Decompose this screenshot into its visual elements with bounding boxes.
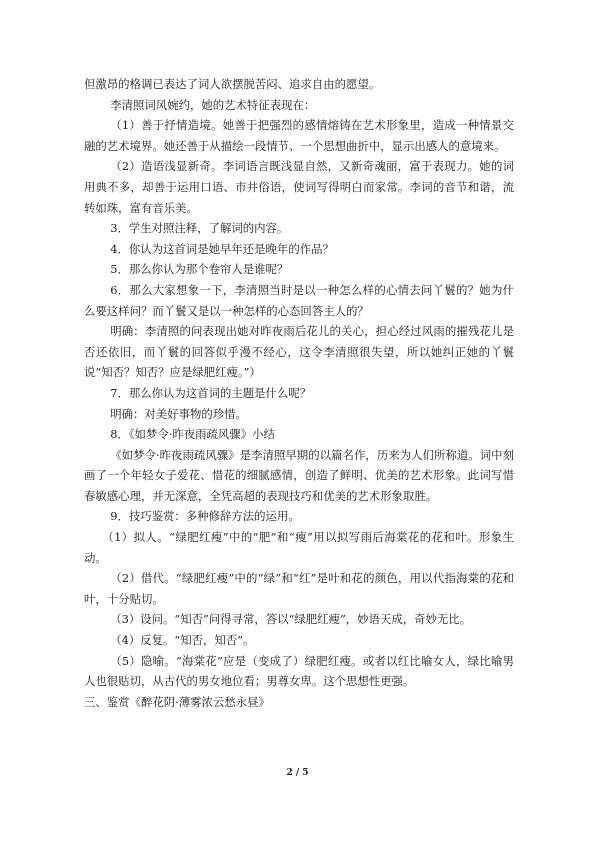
paragraph: 6．那么大家想象一下，李清照当时是以一种怎么样的心情去问丫鬟的？她为什么要这样问？而丫鬟又是以一种怎样的心态回答主人的？: [84, 282, 514, 318]
page-number: 2 / 5: [286, 768, 309, 778]
paragraph: 5．那么你认为那个卷帘人是谁呢？: [110, 262, 289, 277]
document-body: [84, 74, 514, 712]
paragraph: 李清照词风婉约，她的艺术特征表现在：: [110, 97, 316, 112]
paragraph: 3．学生对照注释，了解词的内容。: [110, 221, 289, 236]
paragraph: 8．《如梦令·昨夜雨疏风骤》小结: [110, 427, 275, 442]
paragraph: （4）反复。“知否，知否”。: [110, 633, 255, 648]
paragraph: 9．技巧鉴赏：多种修辞方法的运用。: [110, 509, 300, 524]
paragraph: （3）设问。“知否”问得寻常，答以“绿肥红瘦”，妙语天成，奇妙无比。: [110, 612, 472, 627]
paragraph: 《如梦令·昨夜雨疏风骤》是李清照早期的以篇名作，历来为人们所称道。词中刻画了一个年轻女子爱花、惜花的细腻感情，创造了鲜明、优美的艺术形象。此词写惜春敏感心理，并无深意，全凭高超的表现技巧和优美的艺术形象取胜。: [84, 447, 514, 503]
paragraph: 4．你认为这首词是她早年还是晚年的作品？: [110, 241, 334, 256]
paragraph: （2）造语浅显新奇。李词语言既浅显自然，又新奇魂丽，富于表现力。她的词用典不多，却善于运用口语、市井俗语，使词写得明白而家常。李词的音节和谐，流转如珠，富有音乐美。: [84, 159, 514, 215]
paragraph: 明确：对美好事物的珍惜。: [110, 406, 247, 421]
paragraph: 7．那么你认为这首词的主题是什么呢？: [110, 385, 312, 400]
paragraph: （1）善于抒情造境。她善于把强烈的感情熔铸在艺术形象里，造成一种情景交融的艺术境界。她还善于从描绘一段情节、一个思想曲折中，显示出感人的意境来。: [84, 118, 514, 153]
section-heading: 三、鉴赏《醉花阴·薄雾浓云愁永昼》: [84, 694, 270, 709]
paragraph: 但激昂的格调已表达了词人欲摆脱苦闷、追求自由的愿望。: [84, 77, 381, 91]
paragraph: （1）拟人。“绿肥红瘦”中的“肥”和“瘦”用以拟写雨后海棠花的花和叶。形象生动。: [84, 530, 514, 565]
paragraph: 明确：李清照的问表现出她对昨夜雨后花儿的关心，担心经过风雨的摧残花儿是否还依旧，而丫鬟的回答似乎漫不经心，这令李清照很失望，所以她纠正她的丫鬟说“知否？知否？应是绿肥红瘦。”）: [84, 324, 514, 380]
paragraph: （5）隐喻。“海棠花”应是（变成了）绿肥红瘦。或者以红比喻女人，绿比喻男人也很贴切，从古代的男女地位看；男尊女卑。这个思想性更强。: [84, 653, 514, 689]
paragraph: （2）借代。“绿肥红瘦”中的“绿”和“红”是叶和花的颜色，用以代指海棠的花和叶，十分贴切。: [84, 571, 514, 606]
